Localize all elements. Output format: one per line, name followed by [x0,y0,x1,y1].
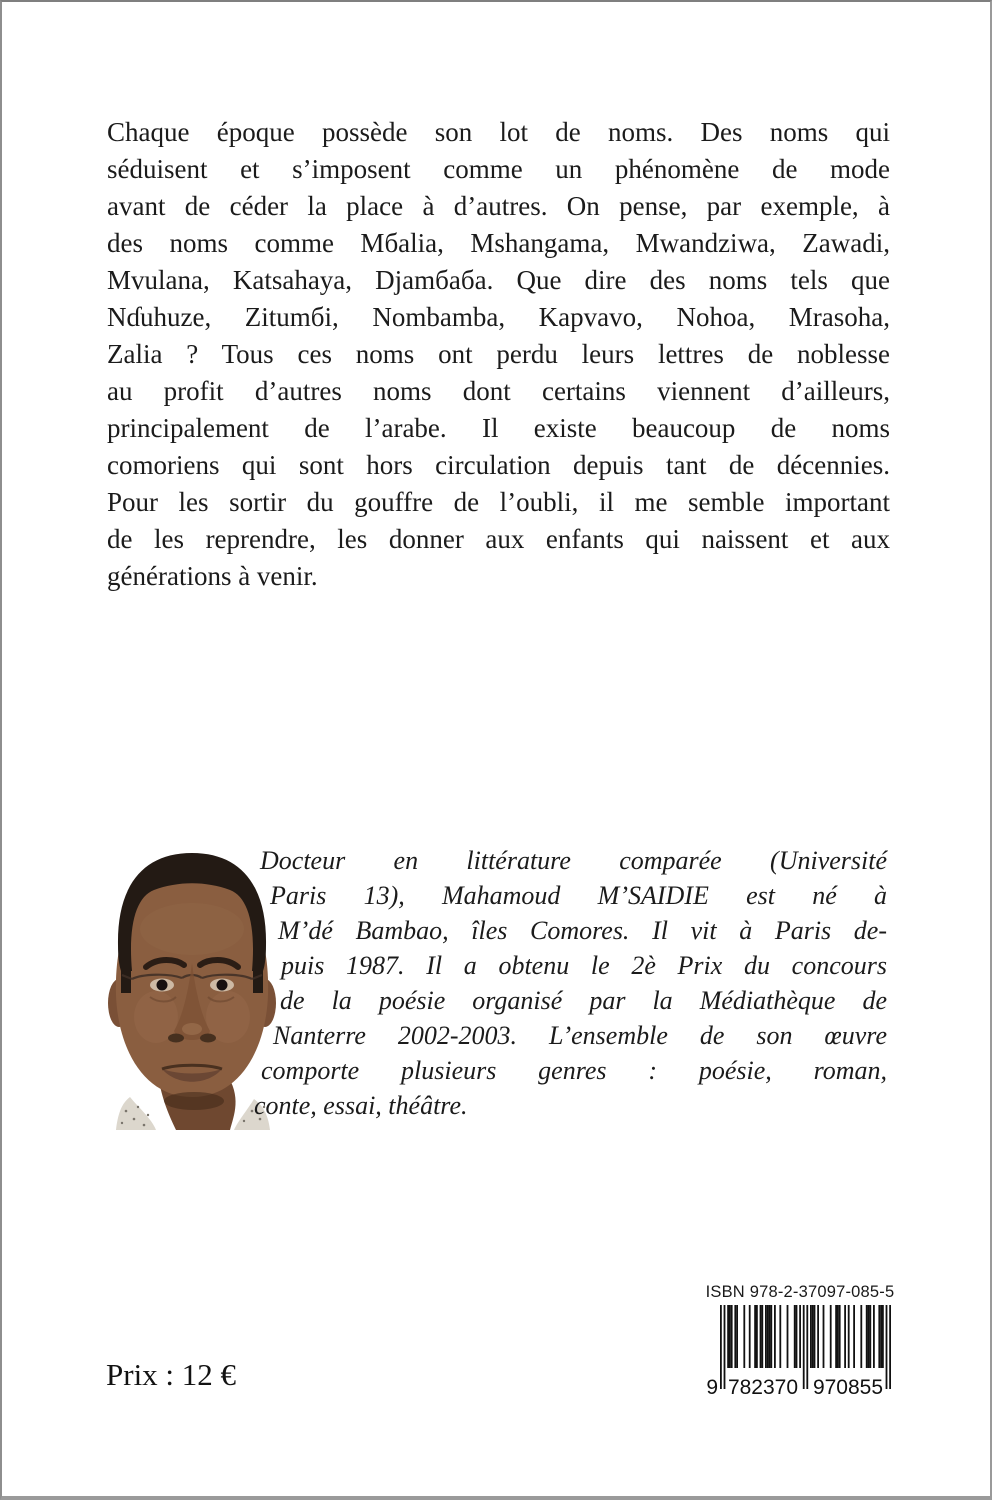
text-line: comporte plusieurs genres : poésie, roman, [261,1056,887,1085]
text-line: des noms comme Mбalia, Mshangama, Mwandziwa, Zawadi, [107,228,890,258]
text-line: puis 1987. Il a obtenu le 2è Prix du concours [281,951,887,980]
text-line: de la poésie organisé par la Médiathèque de [280,986,887,1015]
isbn-label: ISBN 978-2-37097-085-5 [705,1283,895,1301]
text-line: Nɗuhuze, Zitumбi, Nombamba, Kapvavo, Nohoa, Mrasoha, [107,302,890,332]
isbn-block [702,1283,898,1399]
text-line: comoriens qui sont hors circulation depuis tant de décennies. [107,450,890,480]
text-line: M’dé Bambao, îles Comores. Il vit à Paris de- [278,916,887,945]
blurb-paragraph [107,114,890,595]
ean13-barcode [705,1305,895,1399]
text-line: de les reprendre, les donner aux enfants qui naissent et aux [107,524,890,554]
text-line: conte, essai, théâtre. [254,1091,468,1120]
text-line: séduisent et s’imposent comme un phénomène de mode [107,154,890,184]
barcode-digit-group: 970855 [812,1376,884,1399]
author-bio [254,843,887,1123]
text-line: Pour les sortir du gouffre de l’oubli, il me semble important [107,487,890,517]
text-line: Zalia ? Tous ces noms ont perdu leurs lettres de noblesse [107,339,890,369]
text-line: générations à venir. [107,561,318,591]
text-line: Chaque époque possède son lot de noms. Des noms qui [107,117,890,147]
text-line: principalement de l’arabe. Il existe beaucoup de noms [107,413,890,443]
text-line: Paris 13), Mahamoud M’SAIDIE est né à [270,881,887,910]
barcode-digit-group: 782370 [727,1376,799,1399]
text-line: Docteur en littérature comparée (Université [260,846,887,875]
text-line: Mvulana, Katsahaya, Djamбaбa. Que dire des noms tels que [107,265,890,295]
text-line: au profit d’autres noms dont certains viennent d’ailleurs, [107,376,890,406]
price-label: Prix : 12 € [106,1357,237,1392]
text-line: avant de céder la place à d’autres. On pense, par exemple, à [107,191,890,221]
barcode-digit-group: 9 [706,1376,718,1399]
text-line: Nanterre 2002-2003. L’ensemble de son œuvre [273,1021,887,1050]
